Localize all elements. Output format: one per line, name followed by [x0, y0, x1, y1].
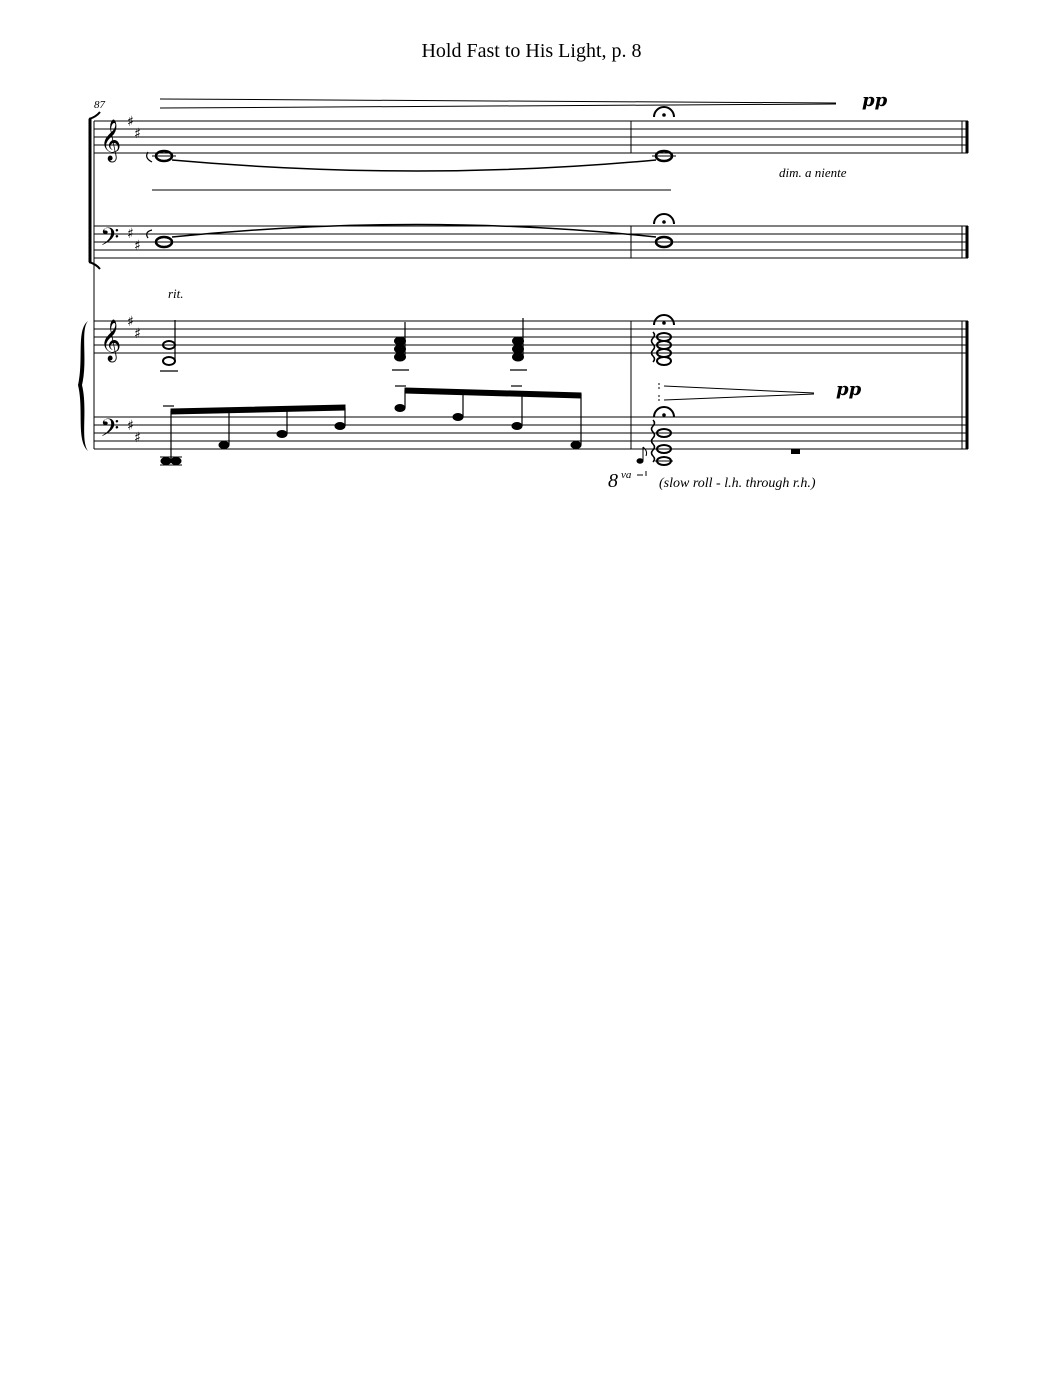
fermata-icon [654, 214, 674, 224]
voice-treble-staff [94, 121, 968, 153]
system-bracket [89, 112, 100, 449]
piano-hairpin [659, 383, 814, 402]
slow-roll-note: (slow roll - l.h. through r.h.) [659, 476, 816, 491]
sharp-icon [127, 114, 141, 446]
treble-clef-icon: 𝄞 [100, 120, 122, 161]
page-title: Hold Fast to His Light, p. 8 [421, 40, 642, 62]
fermata-icon [654, 315, 674, 325]
svg-text:♯: ♯ [134, 126, 141, 142]
pp-marking: pp [836, 379, 862, 400]
dim-a-niente-marking: dim. a niente [779, 165, 847, 180]
ottava-suffix: va [621, 469, 632, 481]
svg-text:♯: ♯ [127, 418, 134, 434]
svg-text:♯: ♯ [127, 314, 134, 330]
fermata-icon [654, 107, 674, 117]
rit-marking: rit. [168, 286, 184, 301]
piano-treble-staff [94, 321, 968, 353]
measure-number: 87 [94, 99, 105, 111]
bass-clef-icon: 𝄢 [100, 223, 120, 258]
svg-text:♯: ♯ [134, 326, 141, 342]
pp-marking: pp [862, 90, 888, 111]
voice-bass-staff [94, 226, 968, 258]
svg-text:♯: ♯ [127, 114, 134, 130]
ottava-number: 8 [608, 470, 618, 492]
bass-clef-icon: 𝄢 [100, 414, 120, 449]
voice-treble-notes [147, 151, 676, 190]
svg-text:♯: ♯ [127, 226, 134, 242]
fermata-icon [654, 407, 674, 417]
treble-clef-icon: 𝄞 [100, 320, 122, 361]
svg-text:♯: ♯ [134, 238, 141, 254]
piano-brace [78, 321, 88, 451]
diminuendo-hairpin [160, 99, 836, 108]
svg-text:♯: ♯ [134, 430, 141, 446]
voice-bass-notes [147, 225, 672, 248]
